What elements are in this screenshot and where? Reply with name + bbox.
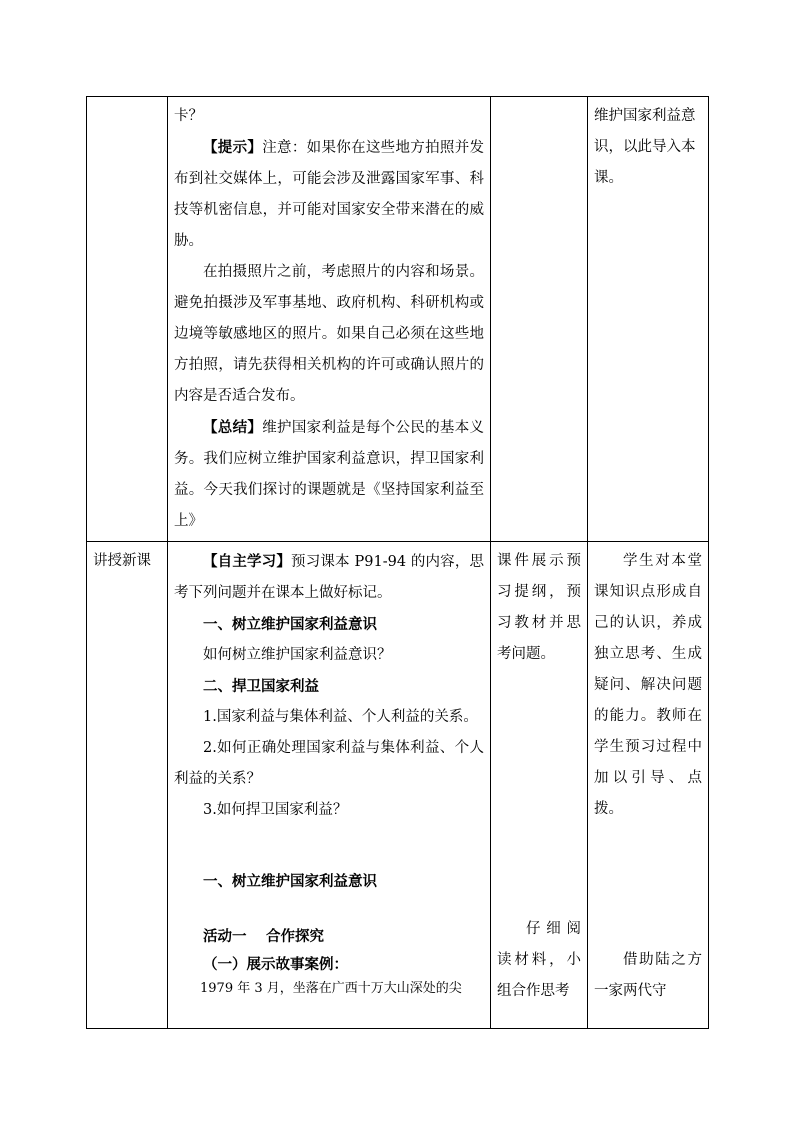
section-heading-2: 二、捍卫国家利益	[203, 678, 319, 695]
case-text: 1979 年 3 月，坐落在广西十万大山深处的尖	[200, 981, 462, 996]
design-intent-2: 借助陆之方一家两代守	[594, 952, 702, 999]
teacher-activity-2: 仔细阅读材料，小组合作思考	[497, 921, 581, 999]
stage-label: 讲授新课	[93, 553, 151, 569]
photo-advice-paragraph: 在拍摄照片之前，考虑照片的内容和场景。避免拍摄涉及军事基地、政府机构、科研机构或边境等敏感地区的照片。如果自己必须在这些地方拍照，请先获得相关机构的许可或确认照片的内容是否适合发布。	[174, 264, 484, 404]
self-study-tag: 【自主学习】	[203, 553, 292, 570]
spacer	[594, 825, 702, 945]
teacher-activity-cell	[491, 97, 588, 542]
teacher-activity-cell	[491, 542, 588, 1029]
content-cell	[168, 97, 491, 542]
design-intent-text: 维护国家利益意识，以此导入本课。	[594, 108, 696, 186]
summary-tag: 【总结】	[203, 419, 263, 436]
lesson-plan-table	[86, 96, 709, 1029]
table-row	[87, 97, 709, 542]
summary-text: 维护国家利益是每个公民的基本义务。我们应树立维护国家利益意识，捍卫国家利益。今天我们探讨的课题就是《坚持国家利益至上》	[174, 420, 485, 529]
design-intent-cell	[588, 97, 709, 542]
teacher-activity-1: 课件展示预习提纲，预习教材并思考问题。	[497, 553, 581, 662]
spacer	[174, 897, 484, 921]
table-row	[87, 542, 709, 1029]
spacer	[174, 826, 484, 866]
spacer	[497, 670, 581, 914]
continued-line: 卡？	[174, 108, 203, 124]
activity-heading: 活动一 合作探究	[203, 928, 325, 945]
summary-paragraph	[174, 412, 484, 537]
design-intent-1: 学生对本堂课知识点形成自己的认识，养成独立思考、生成疑问、解决问题的能力。教师在学生预习过程中加以引导、点拨。	[594, 553, 702, 817]
stage-cell	[87, 97, 168, 542]
self-study-paragraph	[174, 546, 484, 609]
self-study-text: 预习课本 P91-94 的内容，思考下列问题并在课本上做好标记。	[174, 554, 485, 601]
section-heading-1: 一、树立维护国家利益意识	[203, 616, 377, 633]
tip-text: 注意：如果你在这些地方拍照并发布到社交媒体上，可能会涉及泄露国家军事、科技等机密信息，并可能对国家安全带来潜在的威胁。	[174, 140, 485, 249]
stage-cell	[87, 542, 168, 1029]
question-4: 3.如何捍卫国家利益？	[203, 802, 348, 818]
tip-tag: 【提示】	[203, 139, 263, 156]
question-2: 1.国家利益与集体利益、个人利益的关系。	[203, 709, 478, 725]
design-intent-cell	[588, 542, 709, 1029]
question-3: 2.如何正确处理国家利益与集体利益、个人利益的关系？	[174, 740, 484, 787]
content-cell	[168, 542, 491, 1029]
case-heading: （一）展示故事案例：	[203, 956, 348, 973]
tip-paragraph	[174, 132, 484, 257]
section-heading-3: 一、树立维护国家利益意识	[203, 873, 377, 890]
question-1: 如何树立维护国家利益意识？	[203, 647, 392, 663]
